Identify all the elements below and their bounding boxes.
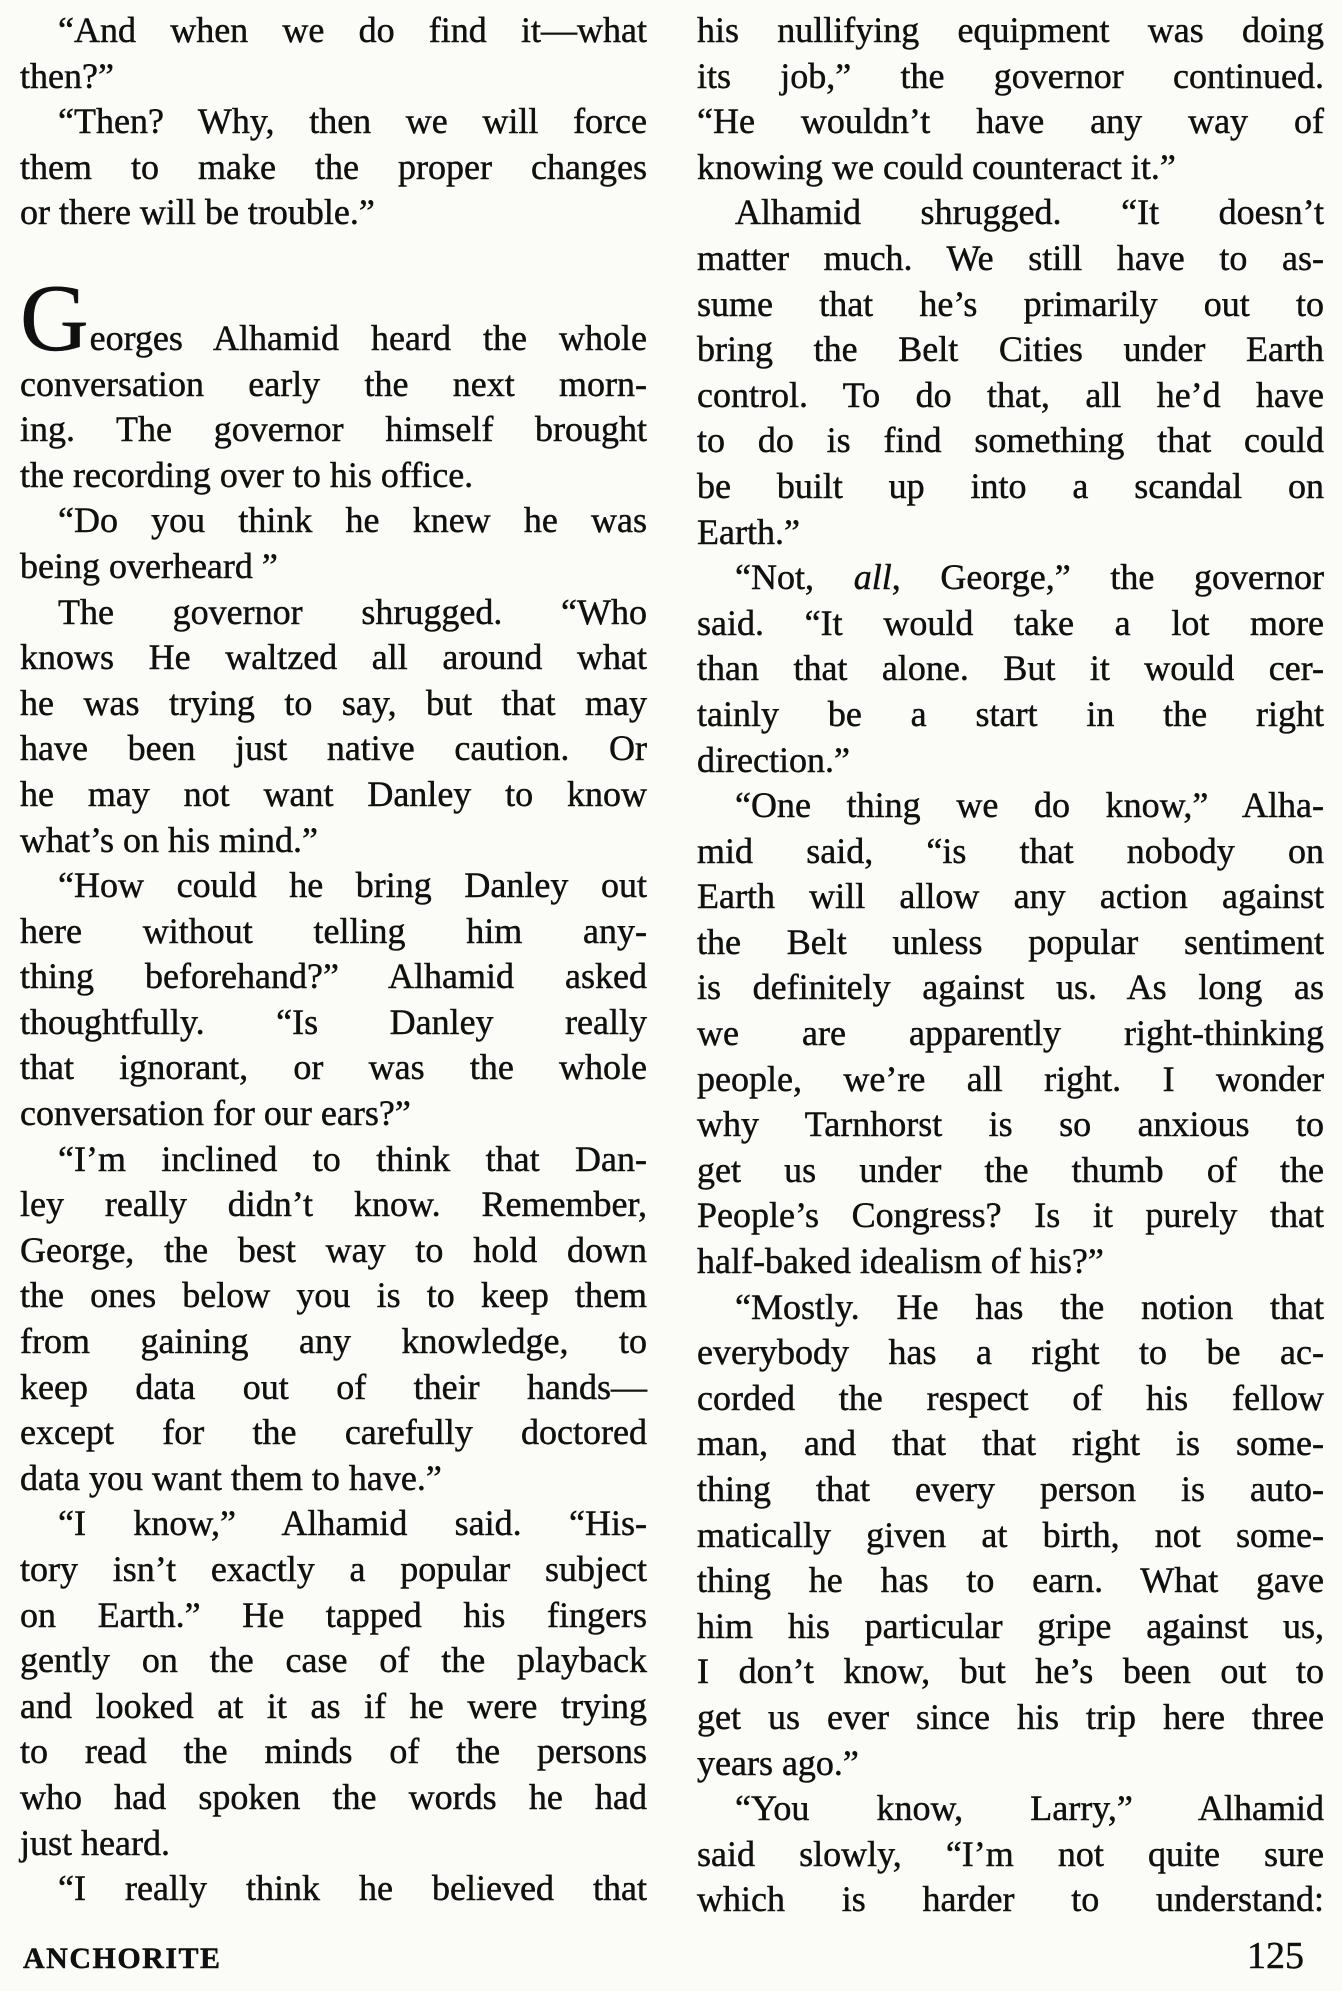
text-line: “I really think he believed that — [58, 1868, 647, 1909]
text-line: being overheard ” — [20, 545, 278, 586]
text-line: then?” — [20, 55, 114, 96]
text-line: what’s on his mind.” — [20, 819, 318, 860]
text-line: than that alone. But it would cer- — [697, 648, 1324, 689]
text-line: “He wouldn’t have any way of — [697, 101, 1324, 142]
text-line: get us ever since his trip here three — [697, 1696, 1324, 1737]
left-column — [20, 8, 647, 1912]
text-line: them to make the proper changes — [20, 146, 647, 187]
text-line: Alhamid shrugged. “It doesn’t — [735, 192, 1324, 233]
text-line: matically given at birth, not some- — [697, 1514, 1324, 1555]
text-line: “Then? Why, then we will force — [58, 101, 647, 142]
text-line: said slowly, “I’m not quite sure — [697, 1833, 1324, 1874]
text-line: thing beforehand?” Alhamid asked — [20, 956, 647, 997]
text-line: Earth.” — [697, 511, 800, 552]
text-line: him his particular gripe against us, — [697, 1605, 1324, 1646]
text-line: tory isn’t exactly a popular subject — [20, 1549, 647, 1589]
text-line: thing that every person is auto- — [697, 1469, 1324, 1509]
text-line: years ago.” — [697, 1742, 859, 1783]
text-line: its job,” the governor continued. — [697, 55, 1324, 96]
text-line: said. “It would take a lot more — [697, 602, 1324, 643]
text-line: and looked at it as if he were trying — [20, 1685, 647, 1726]
text-line: to read the minds of the persons — [20, 1731, 647, 1772]
text-line: to do is find something that could — [697, 420, 1324, 461]
text-line: conversation for our ears?” — [20, 1093, 411, 1134]
dropcap-initial: G — [20, 264, 90, 371]
text-segment: , George,” the governor — [891, 557, 1324, 598]
text-line: mid said, “is that nobody on — [697, 830, 1324, 871]
text-line: matter much. We still have to as- — [697, 237, 1324, 278]
text-line: on Earth.” He tapped his fingers — [20, 1594, 647, 1635]
text-line: the Belt unless popular sentiment — [697, 921, 1324, 962]
text-line: knows He waltzed all around what — [20, 637, 647, 678]
text-line: tainly be a start in the right — [697, 693, 1324, 734]
text-line: ley really didn’t know. Remember, — [20, 1184, 647, 1225]
text-line: People’s Congress? Is it purely that — [697, 1195, 1324, 1236]
text-line: everybody has a right to be ac- — [697, 1332, 1324, 1373]
page-number: 125 — [1247, 1935, 1304, 1977]
text-line: direction.” — [697, 739, 850, 780]
text-line: we are apparently right-thinking — [697, 1013, 1324, 1054]
text-line: except for the carefully doctored — [20, 1412, 647, 1453]
text-line: bring the Belt Cities under Earth — [697, 329, 1324, 370]
text-line: thoughtfully. “Is Danley really — [20, 1001, 647, 1042]
text-line: which is harder to understand: — [697, 1879, 1324, 1920]
text-line: conversation early the next morn- — [20, 363, 647, 404]
text-line: why Tarnhorst is so anxious to — [697, 1104, 1324, 1145]
text-line — [697, 555, 1324, 601]
text-line: is definitely against us. As long as — [697, 967, 1324, 1008]
page-footer — [23, 1934, 1304, 1978]
right-column — [697, 8, 1324, 1923]
text-line: he was trying to say, but that may — [20, 682, 647, 723]
text-line: “One thing we do know,” Alha- — [735, 785, 1324, 826]
running-title: ANCHORITE — [23, 1942, 222, 1975]
text-line: sume that he’s primarily out to — [697, 283, 1324, 324]
text-line: corded the respect of his fellow — [697, 1377, 1324, 1418]
text-line: have been just native caution. Or — [20, 728, 647, 769]
text-line: ing. The governor himself brought — [20, 409, 647, 450]
text-line: here without telling him any- — [20, 910, 647, 951]
text-line: “I know,” Alhamid said. “His- — [58, 1503, 647, 1544]
text-line: “You know, Larry,” Alhamid — [735, 1788, 1324, 1829]
text-line: “How could he bring Danley out — [58, 865, 647, 906]
text-line: “Do you think he knew he was — [58, 500, 647, 541]
text-line: who had spoken the words he had — [20, 1776, 647, 1817]
italic-text: all — [853, 557, 892, 598]
text-line: the ones below you is to keep them — [20, 1275, 647, 1316]
text-line: he may not want Danley to know — [20, 773, 647, 814]
text-line: people, we’re all right. I wonder — [697, 1058, 1324, 1099]
text-line: just heard. — [20, 1822, 170, 1863]
text-line: from gaining any knowledge, to — [20, 1321, 647, 1362]
text-line: or there will be trouble.” — [20, 192, 375, 233]
text-line: be built up into a scandal on — [697, 465, 1324, 506]
text-line: George, the best way to hold down — [20, 1229, 647, 1270]
text-line: half-baked idealism of his?” — [697, 1241, 1104, 1282]
text-line: Earth will allow any action against — [697, 876, 1324, 917]
text-line: control. To do that, all he’d have — [697, 374, 1324, 415]
text-line: “Mostly. He has the notion that — [735, 1286, 1324, 1327]
text-line: “I’m inclined to think that Dan- — [58, 1138, 647, 1179]
text-line: thing he has to earn. What gave — [697, 1560, 1324, 1601]
text-line: I don’t know, but he’s been out to — [697, 1651, 1324, 1692]
text-line: The governor shrugged. “Who — [58, 591, 647, 632]
text-line: the recording over to his office. — [20, 454, 474, 495]
text-line: Georges Alhamid heard the whole — [20, 264, 647, 371]
text-segment: “Not, — [735, 557, 854, 598]
text-line: knowing we could counteract it.” — [697, 146, 1176, 187]
text-line: data you want them to have.” — [20, 1457, 442, 1498]
text-line: “And when we do find it—what — [58, 10, 647, 50]
text-line: man, and that that right is some- — [697, 1423, 1324, 1464]
text-line: gently on the case of the playback — [20, 1640, 647, 1681]
text-line: keep data out of their hands— — [20, 1366, 647, 1407]
text-line: that ignorant, or was the whole — [20, 1047, 647, 1088]
text-line: get us under the thumb of the — [697, 1149, 1324, 1190]
text-line: his nullifying equipment was doing — [697, 10, 1324, 50]
